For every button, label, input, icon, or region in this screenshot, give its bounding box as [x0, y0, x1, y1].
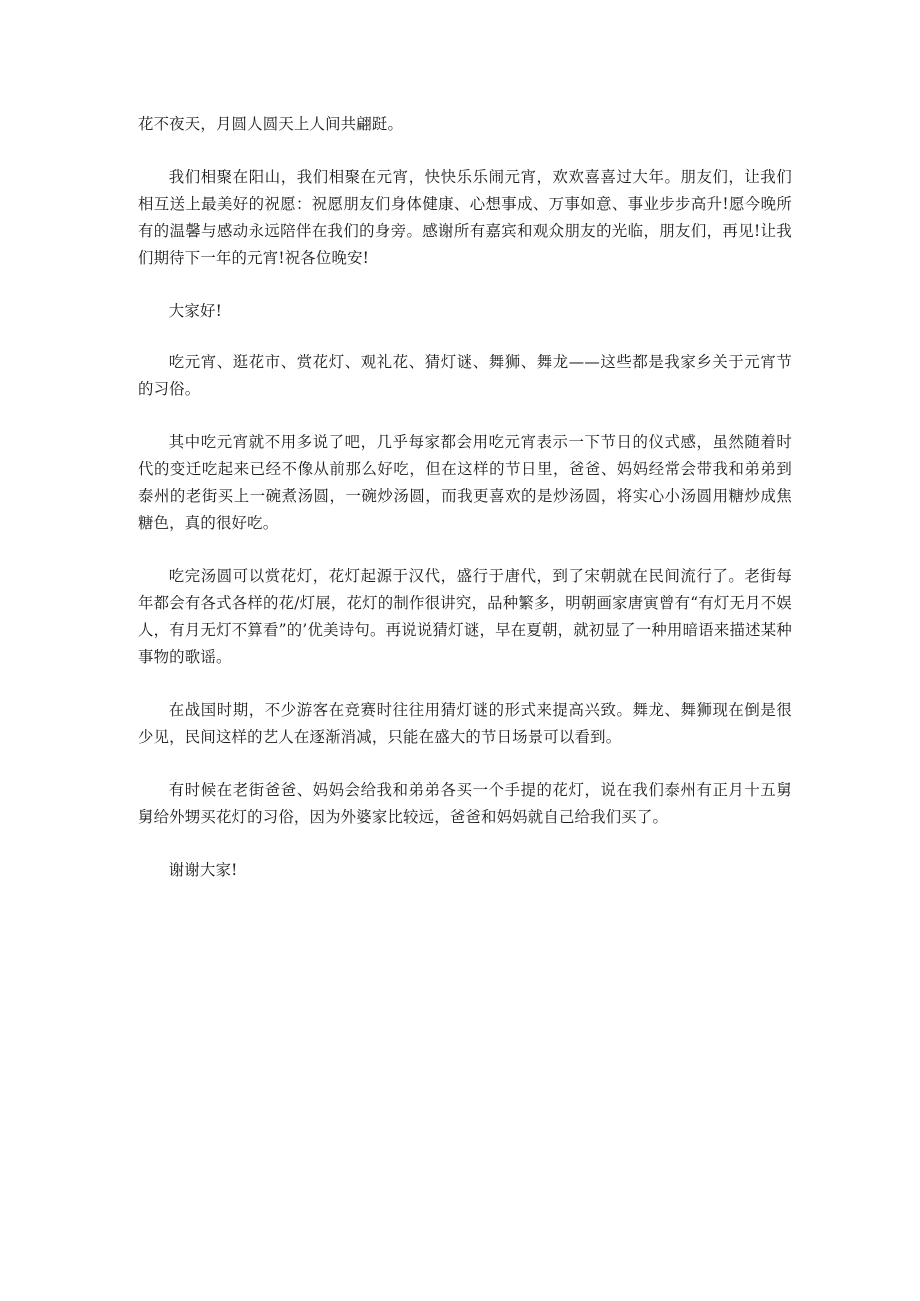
paragraph-warring-states: 在战国时期，不少游客在竞赛时往往用猜灯谜的形式来提高兴致。舞龙、舞狮现在倒是很少见，民间这样的艺人在逐渐消减，只能在盛大的节日场景可以看到。: [138, 701, 792, 746]
paragraph-thanks: 谢谢大家!: [168, 861, 238, 879]
paragraph-customs-intro: 吃元宵、逛花市、赏花灯、观礼花、猜灯谜、舞狮、舞龙——这些都是我家乡关于元宵节的习俗。: [138, 353, 792, 398]
paragraph-closing-line: 花不夜天，月圆人圆天上人间共翩跹。: [138, 115, 404, 133]
document-body: [138, 111, 792, 910]
paragraph-closing-wishes: 我们相聚在阳山，我们相聚在元宵，快快乐乐闹元宵，欢欢喜喜过大年。朋友们，让我们相互送上最美好的祝愿：祝愿朋友们身体健康、心想事成、万事如意、事业步步高升!愿今晚所有的温馨与感动永远陪伴在我们的身旁。感谢所有嘉宾和观众朋友的光临，朋友们，再见!让我们期待下一年的元宵!祝各位晚安!: [138, 168, 792, 267]
paragraph-eating-yuanxiao: 其中吃元宵就不用多说了吧，几乎每家都会用吃元宵表示一下节日的仪式感，虽然随着时代的变迁吃起来已经不像从前那么好吃，但在这样的节日里，爸爸、妈妈经常会带我和弟弟到泰州的老街买上一碗煮汤圆，一碗炒汤圆，而我更喜欢的是炒汤圆，将实心小汤圆用糖炒成焦糖色，真的很好吃。: [138, 433, 792, 532]
paragraph-lanterns: 吃完汤圆可以赏花灯，花灯起源于汉代，盛行于唐代，到了宋朝就在民间流行了。老街每年都会有各式各样的花/灯展，花灯的制作很讲究，品种繁多，明朝画家唐寅曾有“有灯无月不娱人，有月无灯不算看”的’优美诗句。再说说猜灯谜，早在夏朝，就初显了一种用暗语来描述某种事物的歌谣。: [138, 567, 792, 666]
paragraph-lantern-gift: 有时候在老街爸爸、妈妈会给我和弟弟各买一个手提的花灯，说在我们泰州有正月十五舅舅给外甥买花灯的习俗，因为外婆家比较远，爸爸和妈妈就自己给我们买了。: [138, 781, 792, 826]
paragraph-greeting: 大家好!: [168, 302, 222, 320]
